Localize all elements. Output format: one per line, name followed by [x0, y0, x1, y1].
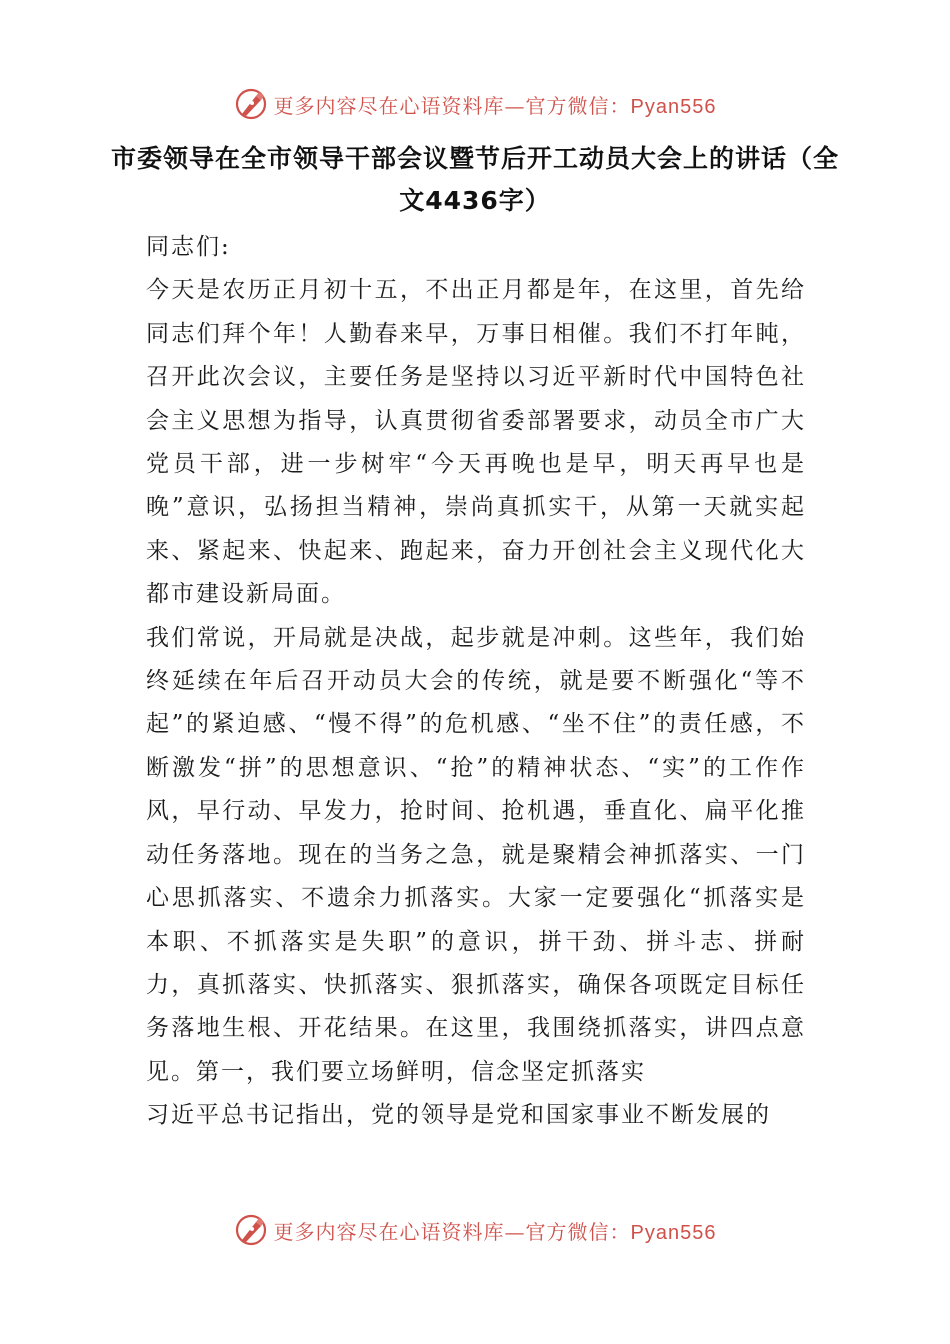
salutation: 同志们:: [146, 234, 231, 260]
paragraph: 习近平总书记指出，党的领导是党和国家事业不断发展的: [146, 1102, 771, 1129]
document-title: 市委领导在全市领导干部会议暨节后开工动员大会上的讲话（全文4436字）: [110, 144, 839, 215]
watermark-text: 更多内容尽在心语资料库—官方微信：Pyan556: [273, 93, 717, 118]
document-body: [146, 226, 806, 1138]
pen-nib-logo-icon: [234, 86, 270, 122]
header-watermark: [0, 84, 950, 124]
watermark-text: 更多内容尽在心语资料库—官方微信：Pyan556: [273, 1219, 717, 1244]
paragraph: 今天是农历正月初十五，不出正月都是年，在这里，首先给同志们拜个年！人勤春来早，万事日相催。我们不打年盹，召开此次会议，主要任务是坚持以习近平新时代中国特色社会主义思想为指导，认真贯彻省委部署要求，动员全市广大党员干部，进一步树牢“今天再晚也是早，明天再早也是晚”意识，弘扬担当精神，崇尚真抓实干，从第一天就实起来、紧起来、快起来、跑起来，奋力开创社会主义现代化大都市建设新局面。: [146, 277, 806, 608]
pen-nib-logo-icon: [234, 1212, 270, 1248]
footer-watermark: [0, 1210, 950, 1250]
paragraph: 我们常说，开局就是决战，起步就是冲刺。这些年，我们始终延续在年后召开动员大会的传统，就是要不断强化“等不起”的紧迫感、“慢不得”的危机感、“坐不住”的责任感，不断激发“拼”的思想意识、“抢”的精神状态、“实”的工作作风，早行动、早发力，抢时间、抢机遇，垂直化、扁平化推动任务落地。现在的当务之急，就是聚精会神抓落实、一门心思抓落实、不遗余力抓落实。大家一定要强化“抓落实是本职、不抓落实是失职”的意识，拼干劲、拼斗志、拼耐力，真抓落实、快抓落实、狠抓落实，确保各项既定目标任务落地生根、开花结果。在这里，我围绕抓落实，讲四点意见。第一，我们要立场鲜明，信念坚定抓落实: [146, 624, 806, 1085]
